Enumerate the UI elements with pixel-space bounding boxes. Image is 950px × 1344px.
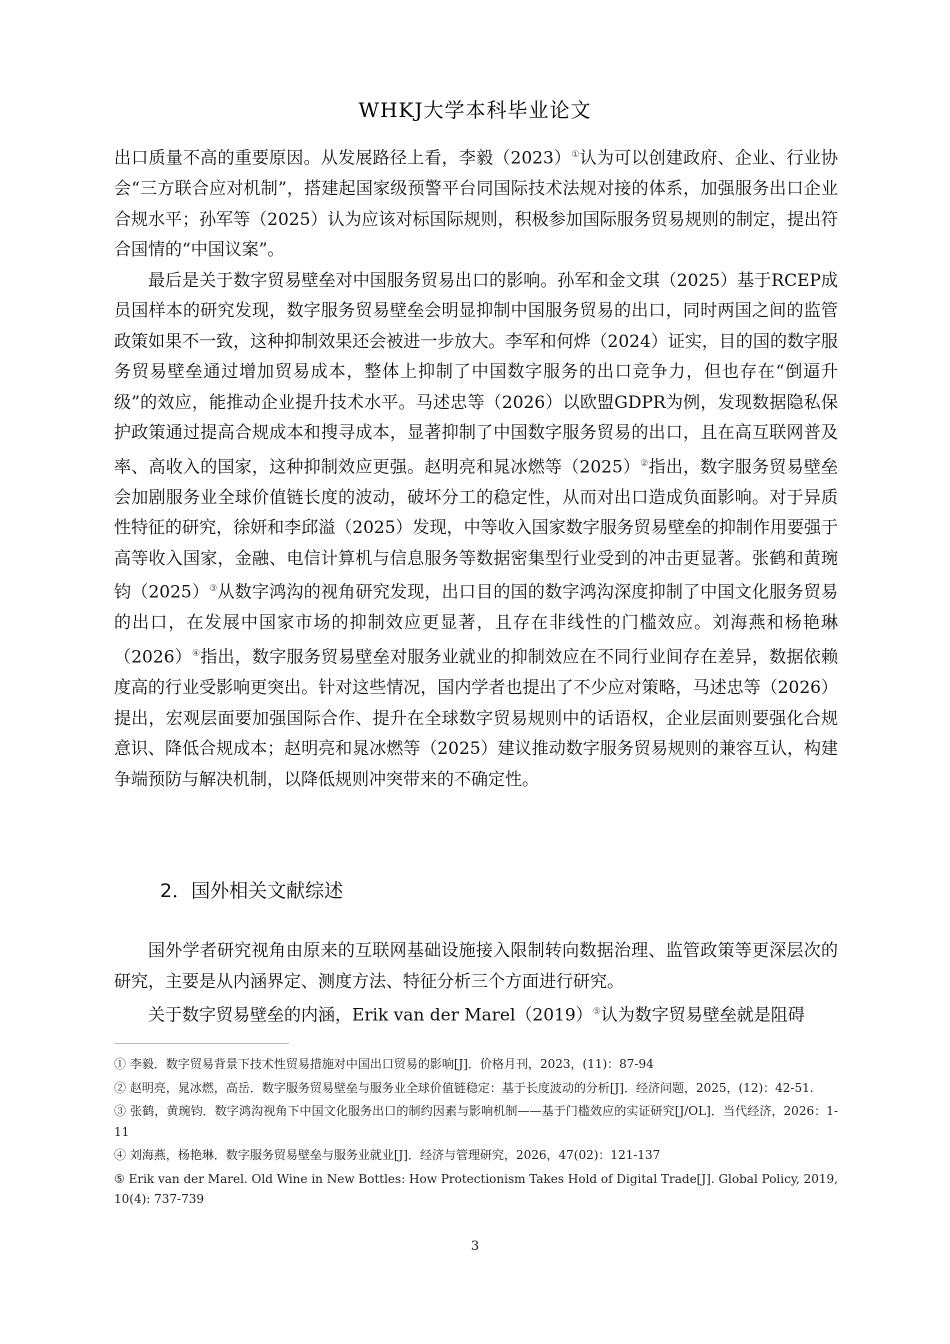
- page-number: 3: [470, 1239, 480, 1254]
- paragraph-text: 指出，数字服务贸易壁垒会加剧服务业全球价值链长度的波动，破坏分工的稳定性，从而对出口造成负面影响。对于异质性特征的研究，徐妍和李邱溢（2025）发现，中等收入国家数字服务贸易壁垒的抑制作用要强于高等收入国家，金融、电信计算机与信息服务等数据密集型行业受到的冲击更显著。张鹤和黄琬钧（2025）: [114, 457, 838, 603]
- footnote-item: ① 李毅．数字贸易背景下技术性贸易措施对中国出口贸易的影响[J]．价格月刊，2023，(11)：87-94: [114, 1057, 654, 1071]
- footnote-marker: ⑤: [592, 1007, 601, 1017]
- paragraph-text: 指出，数字服务贸易壁垒对服务业就业的抑制效应在不同行业间存在差异，数据依赖度高的行业受影响更突出。针对这些情况，国内学者也提出了不少应对策略，马述忠等（2026）提出，宏观层面要加强国际合作、提升在全球数字贸易规则中的话语权，企业层面则要强化合规意识、降低合规成本；赵明亮和晁冰燃等（2025）建议推动数字服务贸易规则的兼容互认，构建争端预防与解决机制，以降低规则冲突带来的不确定性。: [114, 647, 839, 790]
- paragraph-text: 从数字鸿沟的视角研究发现，出口目的国的数字鸿沟深度抑制了中国文化服务贸易的出口，在发展中国家市场的抑制效应更显著，且存在非线性的门槛效应。刘海燕和杨艳琳（2026）: [114, 582, 838, 668]
- body-text-bottom: [114, 936, 838, 1031]
- paragraph: [114, 997, 838, 1031]
- footnote-divider: [114, 1043, 289, 1044]
- paragraph: [114, 266, 838, 795]
- footnote-item: ③ 张鹤，黄琬钧．数字鸿沟视角下中国文化服务出口的制约因素与影响机制——基于门槛效应的实证研究[J/OL]．当代经济，2026：1-11: [114, 1104, 838, 1139]
- footnote-marker: ④: [192, 648, 201, 659]
- paragraph-text: 最后是关于数字贸易壁垒对中国服务贸易出口的影响。孙军和金文琪（2025）基于RCEP成员国样本的研究发现，数字服务贸易壁垒会明显抑制中国服务贸易的出口，同时两国之间的监管政策如果不一致，这种抑制效果还会被进一步放大。李军和何烨（2024）证实，目的国的数字服务贸易壁垒通过增加贸易成本，整体上抑制了中国数字服务的出口竞争力，但也存在“倒逼升级”的效应，能推动企业提升技术水平。马述忠等（2026）以欧盟GDPR为例，发现数据隐私保护政策通过提高合规成本和搜寻成本，显著抑制了中国数字服务贸易的出口，且在高互联网普及率、高收入的国家，这种抑制效应更强。赵明亮和晁冰燃等（2025）: [114, 270, 838, 478]
- paragraph-text: 国外学者研究视角由原来的互联网基础设施接入限制转向数据治理、监管政策等更深层次的研究，主要是从内涵界定、测度方法、特征分析三个方面进行研究。: [114, 941, 838, 992]
- paragraph-text: 出口质量不高的重要原因。从发展路径上看，李毅（2023）: [114, 148, 572, 169]
- footnote-item: ⑤ Erik van der Marel. Old Wine in New Bottles: How Protectionism Takes Hold of Digital Trade[J]. Global Policy, 2019, 10(4): 737-739: [114, 1171, 838, 1206]
- paragraph-text: 认为可以创建政府、企业、行业协会“三方联合应对机制”，搭建起国家级预警平台同国际技术法规对接的体系，加强服务出口企业合规水平；孙军等（2025）认为应该对标国际规则，积极参加国际服务贸易规则的制定，提出符合国情的“中国议案”。: [114, 148, 839, 261]
- paragraph-text: 关于数字贸易壁垒的内涵，Erik van der Marel（2019）: [148, 1005, 593, 1026]
- footnote-marker: ③: [209, 584, 218, 595]
- footnote-item: ④ 刘海燕，杨艳琳．数字服务贸易壁垒与服务业就业[J]．经济与管理研究，2026，47(02)：121-137: [114, 1148, 661, 1162]
- paragraph: [114, 140, 838, 266]
- footnotes: [114, 1054, 838, 1213]
- paragraph: [114, 936, 838, 997]
- paragraph-text: 认为数字贸易壁垒就是阻碍: [600, 1005, 805, 1026]
- footnote-item: ② 赵明亮，晁冰燃，高岳．数字服务贸易壁垒与服务业全球价值链稳定：基于长度波动的分析[J]．经济问题，2025，(12)：42-51.: [114, 1080, 814, 1095]
- body-text-top: [114, 140, 838, 795]
- section-heading: 2．国外相关文献综述: [160, 880, 344, 902]
- page-header: WHKJ大学本科毕业论文: [358, 98, 592, 122]
- footnote-marker: ②: [640, 458, 649, 469]
- footnote-marker: ①: [571, 150, 580, 160]
